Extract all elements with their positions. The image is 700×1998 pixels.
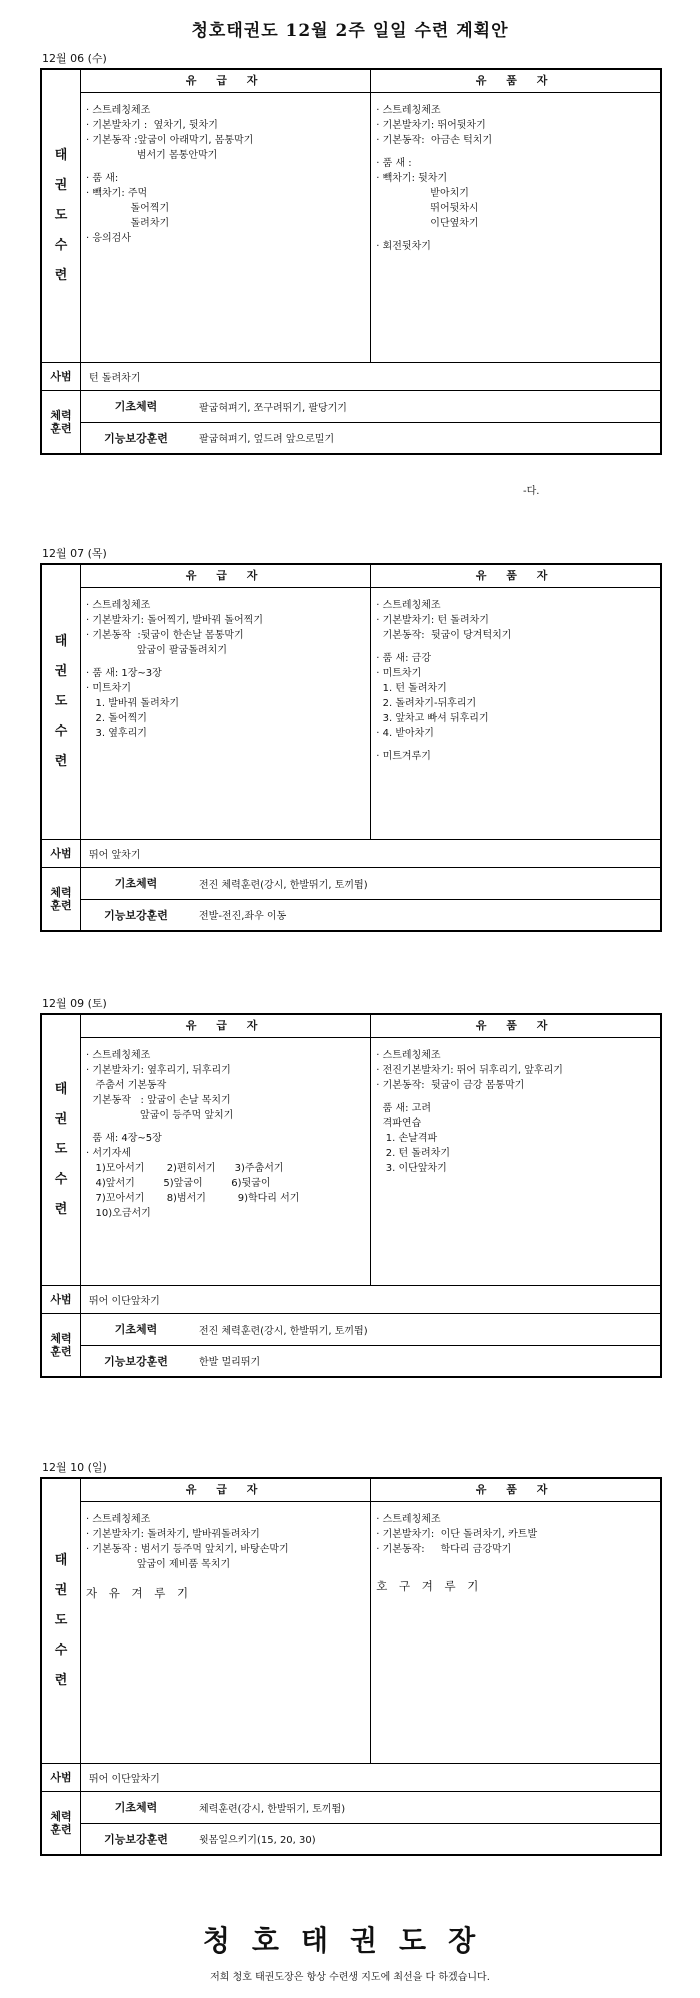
plan-line: · 기본발차기: 옆후리기, 뒤후리기 <box>86 1065 231 1076</box>
side-label-char: 련 <box>54 754 68 769</box>
poom-content <box>371 588 661 840</box>
basic-fitness-text: 체력훈련(강시, 한발뛰기, 토끼뜀) <box>191 1792 660 1823</box>
kyu-content <box>81 1502 371 1764</box>
day-section <box>40 545 662 932</box>
plan-line: · 4. 받아차기 <box>376 728 434 739</box>
basic-fitness-text: 전진 체력훈련(강시, 한발뛰기, 토끼뜀) <box>191 1314 660 1345</box>
plan-line: · 미트차기 <box>376 668 422 679</box>
side-label-char: 수 <box>54 1643 68 1658</box>
plan-line: · 기본발차기: 돌어찍기, 발바꿔 돌어찍기 <box>86 615 264 626</box>
plan-line: 범서기 몸통안막기 <box>86 150 218 161</box>
day-date: 12월 09 (토) <box>42 997 107 1010</box>
plan-line: 앞굽이 제비품 목치기 <box>86 1559 231 1570</box>
plan-line: 1. 발바꿔 돌려차기 <box>86 698 180 709</box>
page-title: 청호태권도 12월 2주 일일 수련 계획안 <box>191 21 509 41</box>
basic-fitness-label: 기초체력 <box>81 1792 191 1823</box>
side-label-taekwondo <box>41 1014 81 1286</box>
physical-label: 체력훈련 <box>41 391 81 455</box>
plan-line: 돌어찍기 <box>86 203 170 214</box>
step-label: 사범 <box>41 363 81 391</box>
functional-label: 기능보강훈련 <box>104 431 168 445</box>
functional-text: 윗몸일으키기(15, 20, 30) <box>199 1835 316 1847</box>
page-note: -다. <box>523 486 540 497</box>
plan-line <box>376 231 652 239</box>
side-label-char: 권 <box>54 178 68 193</box>
plan-line: · 스트레칭체조 <box>86 105 151 116</box>
plan-line: · 기본발차기: 뛰어뒷차기 <box>376 120 486 131</box>
plan-line: 7)꼬아서기 8)범서기 9)학다리 서기 <box>86 1193 300 1204</box>
day-date: 12월 10 (일) <box>42 1461 107 1474</box>
basic-fitness-label: 기초체력 <box>81 868 191 899</box>
plan-line <box>376 148 652 156</box>
step-label: 사범 <box>41 1764 81 1792</box>
plan-line: · 품 새: <box>86 173 119 184</box>
plan-line: 품 새: 4장~5장 <box>86 1133 162 1144</box>
plan-line: 받아치기 <box>376 188 469 199</box>
plan-line: · 기본발차기: 돌려차기, 발바꿔돌려차기 <box>86 1529 260 1540</box>
side-label-char: 권 <box>54 1112 68 1127</box>
col-head-kyu: 유 급 자 <box>81 69 371 93</box>
poom-content <box>371 93 661 363</box>
poom-content <box>371 1038 661 1286</box>
footer-school-name: 청호태권도장 <box>202 1924 498 1957</box>
side-label-char: 도 <box>54 694 68 709</box>
plan-table <box>40 563 662 932</box>
plan-line: 1)모아서기 2)편히서기 3)주춤서기 <box>86 1163 284 1174</box>
plan-line: 앞굽이 팔굽돌려치기 <box>86 645 227 656</box>
side-label-char: 태 <box>54 634 68 649</box>
col-head-kyu: 유 급 자 <box>81 564 371 588</box>
side-label-char: 태 <box>54 148 68 163</box>
col-head-kyu: 유 급 자 <box>81 1478 371 1502</box>
plan-line <box>376 1093 652 1101</box>
plan-line: 돌려차기 <box>86 218 170 229</box>
plan-line: · 회전뒷차기 <box>376 241 431 252</box>
plan-line: · 미트겨루기 <box>376 751 431 762</box>
plan-line: · 기본발차기: 턴 돌려차기 <box>376 615 489 626</box>
plan-line: 자 유 겨 루 기 <box>86 1586 193 1600</box>
plan-line: · 스트레칭체조 <box>376 600 441 611</box>
side-label-char: 수 <box>54 724 68 739</box>
functional-text: 한발 멀리뛰기 <box>199 1357 261 1369</box>
plan-line: · 응의검사 <box>86 233 131 244</box>
plan-line: 3. 이단앞차기 <box>376 1163 447 1174</box>
plan-line: · 기본동작 :앞굽이 아래막기, 몸통막기 <box>86 135 254 146</box>
physical-label: 체력훈련 <box>41 1792 81 1856</box>
plan-line: · 미트차기 <box>86 683 131 694</box>
functional-label: 기능보강훈련 <box>104 908 168 922</box>
side-label-char: 련 <box>54 268 68 283</box>
plan-line: · 빽차기: 뒷차기 <box>376 173 448 184</box>
plan-line: · 스트레칭체조 <box>376 1050 441 1061</box>
day-date: 12월 07 (목) <box>42 547 107 560</box>
footer-motto: 저희 청호 태권도장은 항상 수련생 지도에 최선을 다 하겠습니다. <box>210 1972 490 1983</box>
plan-line <box>86 163 362 171</box>
plan-line: · 품 새: 1장~3장 <box>86 668 162 679</box>
plan-line: 1. 턴 돌려차기 <box>376 683 447 694</box>
step-text: 턴 돌려차기 <box>81 363 662 391</box>
side-label-taekwondo <box>41 1478 81 1764</box>
day-section <box>40 50 662 455</box>
side-label-char: 권 <box>54 664 68 679</box>
side-label-char: 도 <box>54 1613 68 1628</box>
physical-label: 체력훈련 <box>41 868 81 932</box>
physical-label: 체력훈련 <box>41 1314 81 1378</box>
plan-line: 2. 턴 돌려차기 <box>376 1148 450 1159</box>
functional-label: 기능보강훈련 <box>104 1354 168 1368</box>
plan-line: · 품 새: 금강 <box>376 653 431 664</box>
plan-line: · 스트레칭체조 <box>86 600 151 611</box>
plan-line: 기본동작: 뒷굽이 당겨턱치기 <box>376 630 512 641</box>
functional-text: 팔굽혀펴기, 엎드려 앞으로밀기 <box>199 434 335 446</box>
plan-line: 3. 앞차고 빠셔 뒤후리기 <box>376 713 489 724</box>
physical-subtable <box>81 391 660 453</box>
plan-line <box>376 741 652 749</box>
plan-line: 품 새: 고려 <box>376 1103 431 1114</box>
side-label-taekwondo <box>41 69 81 363</box>
step-label: 사범 <box>41 840 81 868</box>
kyu-content <box>81 93 371 363</box>
plan-line: 3. 옆후리기 <box>86 728 147 739</box>
day-section <box>40 995 662 1378</box>
day-date: 12월 06 (수) <box>42 52 107 65</box>
step-text: 뛰어 이단앞차기 <box>81 1286 662 1314</box>
plan-line: 격파연습 <box>376 1118 422 1129</box>
plan-table <box>40 68 662 455</box>
plan-line: 이단옆차기 <box>376 218 479 229</box>
basic-fitness-label: 기초체력 <box>81 391 191 422</box>
plan-line: · 스트레칭체조 <box>376 105 441 116</box>
side-label-char: 수 <box>54 1172 68 1187</box>
physical-subtable <box>81 1792 660 1854</box>
basic-fitness-text: 팔굽혀펴기, 쪼구려뛰기, 팔당기기 <box>191 391 660 422</box>
day-section <box>40 1459 662 1856</box>
plan-line: 10)오금서기 <box>86 1208 151 1219</box>
plan-line: 1. 손날격파 <box>376 1133 438 1144</box>
plan-line: · 스트레칭체조 <box>376 1514 441 1525</box>
plan-line: · 기본동작: 학다리 금강막기 <box>376 1544 512 1555</box>
col-head-poom: 유 품 자 <box>371 564 661 588</box>
step-text: 뛰어 이단앞차기 <box>81 1764 662 1792</box>
plan-line <box>86 658 362 666</box>
plan-line: 호 구 겨 루 기 <box>376 1579 483 1593</box>
basic-fitness-text: 전진 체력훈련(강시, 한발뛰기, 토끼뜀) <box>191 868 660 899</box>
side-label-char: 도 <box>54 208 68 223</box>
step-label: 사범 <box>41 1286 81 1314</box>
plan-line: · 기본동작 :뒷굽이 한손날 몸통막기 <box>86 630 244 641</box>
plan-line: 2. 돌려차기-뒤후리기 <box>376 698 477 709</box>
plan-line: · 기본발차기: 이단 돌려차기, 카트발 <box>376 1529 538 1540</box>
plan-line: · 전진기본발차기: 뛰어 뒤후리기, 앞후리기 <box>376 1065 563 1076</box>
side-label-char: 도 <box>54 1142 68 1157</box>
functional-text: 전발-전진,좌우 이동 <box>199 911 287 923</box>
plan-table <box>40 1013 662 1378</box>
plan-line: · 서기자세 <box>86 1148 131 1159</box>
plan-line: · 기본동작: 아금손 턱치기 <box>376 135 493 146</box>
plan-line: 4)앞서기 5)앞굽이 6)뒷굽이 <box>86 1178 271 1189</box>
side-label-char: 련 <box>54 1673 68 1688</box>
plan-line <box>376 1557 652 1565</box>
plan-line: 뛰어뒷차시 <box>376 203 479 214</box>
kyu-content <box>81 588 371 840</box>
plan-line: 앞굽이 등주먹 앞치기 <box>86 1110 234 1121</box>
col-head-poom: 유 품 자 <box>371 69 661 93</box>
plan-line <box>376 643 652 651</box>
physical-subtable <box>81 1314 660 1376</box>
plan-line: · 기본동작 : 범서기 등주먹 앞치기, 바탕손막기 <box>86 1544 289 1555</box>
plan-line: · 스트레칭체조 <box>86 1050 151 1061</box>
plan-table <box>40 1477 662 1856</box>
functional-label: 기능보강훈련 <box>104 1832 168 1846</box>
plan-line <box>86 1123 362 1131</box>
side-label-char: 권 <box>54 1583 68 1598</box>
plan-line: 2. 돌어찍기 <box>86 713 147 724</box>
side-label-char: 태 <box>54 1082 68 1097</box>
plan-line: · 기본동작: 뒷굽이 금강 몸통막기 <box>376 1080 525 1091</box>
plan-line: · 품 새 : <box>376 158 412 169</box>
step-text: 뛰어 앞차기 <box>81 840 662 868</box>
plan-line: · 스트레칭체조 <box>86 1514 151 1525</box>
poom-content <box>371 1502 661 1764</box>
side-label-char: 태 <box>54 1553 68 1568</box>
physical-subtable <box>81 868 660 930</box>
plan-line: 기본동작 : 앞굽이 손날 목치기 <box>86 1095 231 1106</box>
plan-line: · 빽차기: 주먹 <box>86 188 148 199</box>
kyu-content <box>81 1038 371 1286</box>
side-label-taekwondo <box>41 564 81 840</box>
side-label-char: 수 <box>54 238 68 253</box>
col-head-kyu: 유 급 자 <box>81 1014 371 1038</box>
plan-line: · 기본발차기 : 옆차기, 뒷차기 <box>86 120 218 131</box>
basic-fitness-label: 기초체력 <box>81 1314 191 1345</box>
plan-line: 주춤서 기본동작 <box>86 1080 167 1091</box>
side-label-char: 련 <box>54 1202 68 1217</box>
col-head-poom: 유 품 자 <box>371 1478 661 1502</box>
col-head-poom: 유 품 자 <box>371 1014 661 1038</box>
